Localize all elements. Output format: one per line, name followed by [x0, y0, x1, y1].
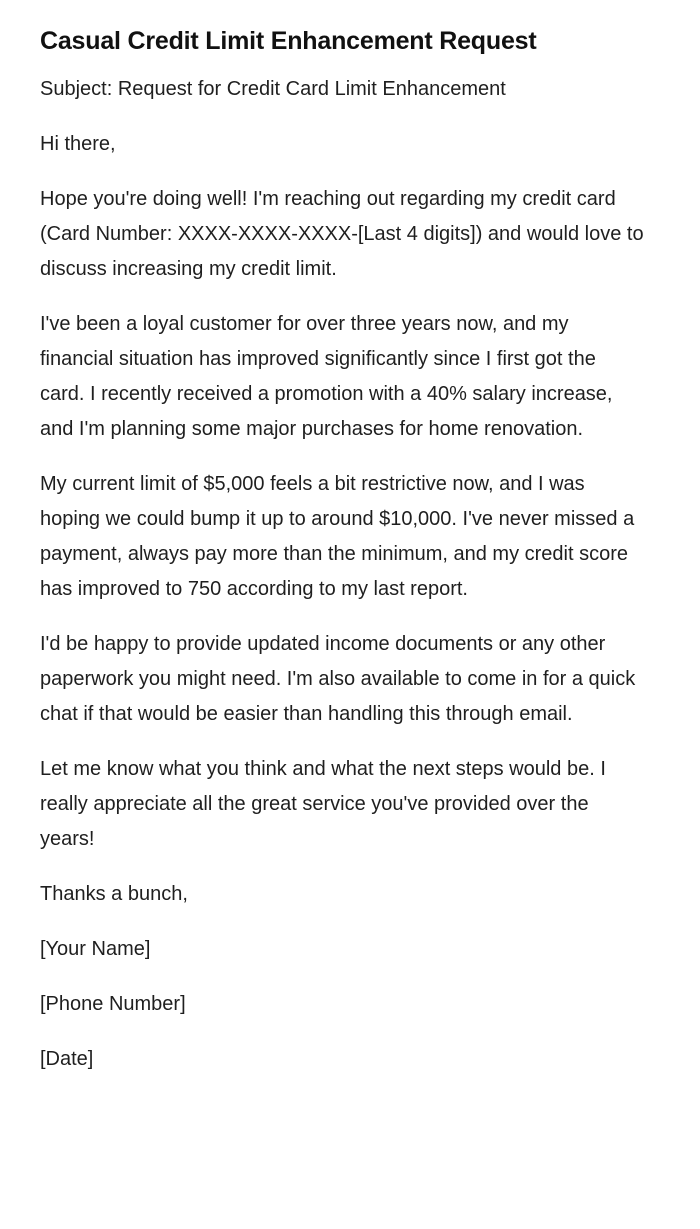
greeting: Hi there,: [40, 133, 116, 155]
closing: Thanks a bunch,: [40, 883, 188, 905]
paragraph-3: My current limit of $5,000 feels a bit restrictive now, and I was hoping we could bump it up to around $10,000. I've never missed a payment, always pay more than the minimum, and my credit score has improved to 750 according to my last report.: [40, 473, 635, 600]
subject-line: Subject: Request for Credit Card Limit Enhancement: [40, 78, 506, 100]
page-title: Casual Credit Limit Enhancement Request: [40, 27, 537, 55]
paragraph-4: I'd be happy to provide updated income documents or any other paperwork you might need. I'm also available to come in for a quick chat if that would be easier than handling this through email.: [40, 633, 636, 725]
paragraph-5: Let me know what you think and what the next steps would be. I really appreciate all the great service you've provided over the years!: [40, 758, 606, 850]
name-placeholder: [Your Name]: [40, 938, 151, 960]
phone-placeholder: [Phone Number]: [40, 993, 186, 1015]
paragraph-2: I've been a loyal customer for over three years now, and my financial situation has improved significantly since I first got the card. I recently received a promotion with a 40% salary increase, and I'm planning some major purchases for home renovation.: [40, 313, 613, 440]
paragraph-1: Hope you're doing well! I'm reaching out regarding my credit card (Card Number: XXXX-XXXX-XXXX-[Last 4 digits]) and would love to discuss increasing my credit limit.: [40, 188, 644, 280]
date-placeholder: [Date]: [40, 1048, 94, 1070]
